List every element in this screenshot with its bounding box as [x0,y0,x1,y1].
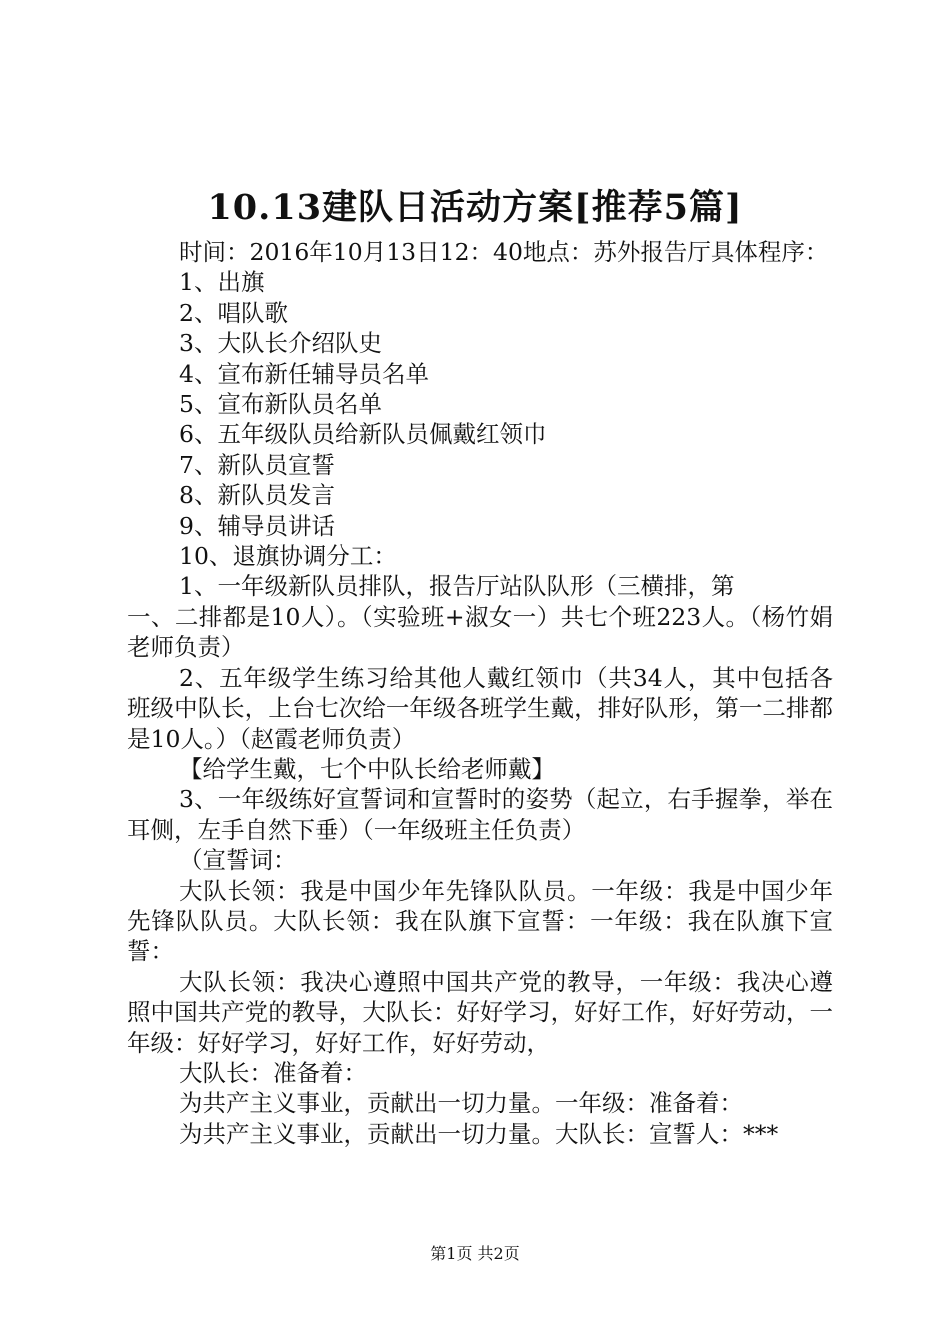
paragraph-task-1-continued: 一、二排都是10人）。（实验班+淑女一）共七个班223人。（杨竹娟老师负责） [127,602,833,662]
document-title: 10.13建队日活动方案[推荐5篇] [207,187,743,228]
list-item: 4、宣布新任辅导员名单 [179,359,429,388]
paragraph-oath-5: 为共产主义事业，贡献出一切力量。大队长：宣誓人：*** [179,1119,779,1148]
paragraph-oath-3: 大队长：准备着： [179,1058,367,1087]
paragraph-task-1: 1、一年级新队员排队，报告厅站队队形（三横排，第 [179,572,735,601]
document-body [127,237,833,1149]
paragraph-note: 【给学生戴，七个中队长给老师戴】 [179,754,555,783]
list-item: 10、退旗协调分工： [179,542,397,571]
list-item: 3、大队长介绍队史 [179,329,382,358]
page-footer: 第1页 共2页 [430,1244,520,1263]
list-item: 5、宣布新队员名单 [179,390,382,419]
list-item: 9、辅导员讲话 [179,511,335,540]
paragraph-oath-1: 大队长领：我是中国少年先锋队队员。一年级：我是中国少年先锋队队员。大队长领：我在队旗下宣誓：一年级：我在队旗下宣誓： [127,876,833,966]
paragraph-oath-4: 为共产主义事业，贡献出一切力量。一年级：准备着： [179,1089,743,1118]
paragraph-task-2: 2、五年级学生练习给其他人戴红领巾（共34人，其中包括各班级中队长，上台七次给一年级各班学生戴，排好队形，第一二排都是10人。）（赵霞老师负责） [127,663,833,753]
list-item: 2、唱队歌 [179,298,288,327]
paragraph-task-3: 3、一年级练好宣誓词和宣誓时的姿势（起立，右手握拳，举在耳侧，左手自然下垂）（一年级班主任负责） [127,785,833,844]
paragraph-oath-heading: （宣誓词： [179,846,297,875]
list-item: 7、新队员宣誓 [179,450,335,479]
list-item: 6、五年级队员给新队员佩戴红领巾 [179,420,547,449]
paragraph-oath-2: 大队长领：我决心遵照中国共产党的教导，一年级：我决心遵照中国共产党的教导，大队长：好好学习，好好工作，好好劳动，一年级：好好学习，好好工作，好好劳动， [127,967,833,1057]
list-item: 8、新队员发言 [179,481,335,510]
paragraph-schedule: 时间：2016年10月13日12：40地点：苏外报告厅具体程序： [179,238,829,266]
list-item: 1、出旗 [179,268,265,297]
